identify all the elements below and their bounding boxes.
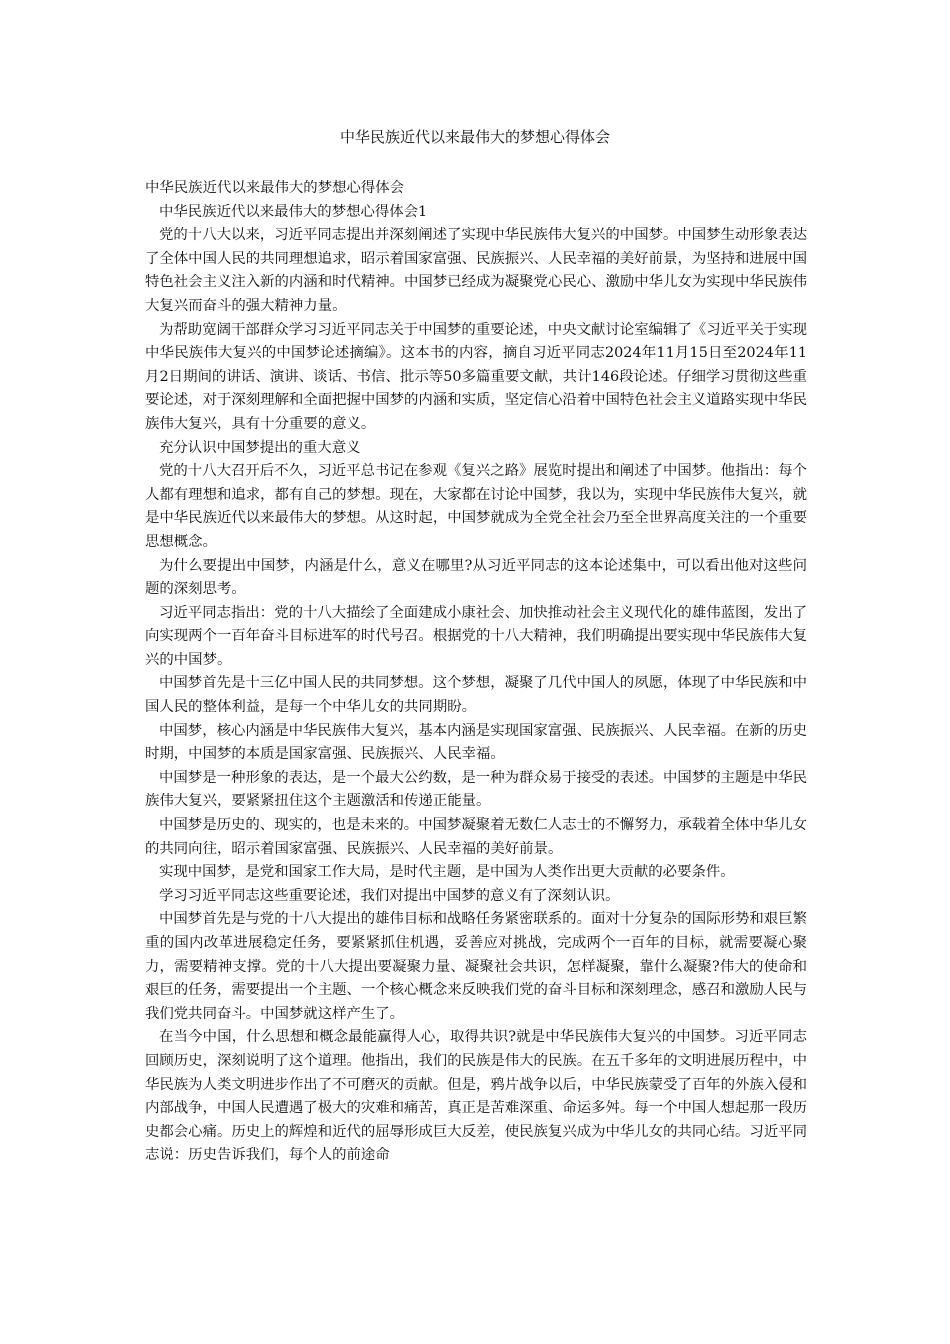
paragraph: 为帮助宽阔干部群众学习习近平同志关于中国梦的重要论述，中央文献讨论室编辑了《习近平关于实现中华民族伟大复兴的中国梦论述摘编》。这本书的内容，摘自习近平同志2024年11月15日至2024年11月2日期间的讲话、演讲、谈话、书信、批示等50多篇重要文献，共计146段论述。仔细学习贯彻这些重要论述，对于深刻理解和全面把握中国梦的内涵和实质，坚定信心沿着中国特色社会主义道路实现中华民族伟大复兴，具有十分重要的意义。 [145,321,807,432]
paragraph: 中国梦，核心内涵是中华民族伟大复兴，基本内涵是实现国家富强、民族振兴、人民幸福。在新的历史时期，中国梦的本质是国家富强、民族振兴、人民幸福。 [145,722,807,763]
section-heading: 充分认识中国梦提出的重大意义 [159,439,361,456]
paragraph-heading: 中华民族近代以来最伟大的梦想心得体会 [145,180,405,196]
document-title: 中华民族近代以来最伟大的梦想心得体会 [339,128,610,146]
paragraph: 中国梦是一种形象的表达，是一个最大公约数，是一种为群众易于接受的表述。中国梦的主题是中华民族伟大复兴，要紧紧扭住这个主题激活和传递正能量。 [145,769,807,810]
paragraph: 习近平同志指出：党的十八大描绘了全面建成小康社会、加快推动社会主义现代化的雄伟蓝图，发出了向实现两个一百年奋斗目标进军的时代号召。根据党的十八大精神，我们明确提出要实现中华民族伟大复兴的中国梦。 [145,604,807,668]
paragraph: 学习习近平同志这些重要论述，我们对提出中国梦的意义有了深刻认识。 [159,887,620,904]
paragraph: 党的十八大以来，习近平同志提出并深刻阐述了实现中华民族伟大复兴的中国梦。中国梦生动形象表达了全体中国人民的共同理想追求，昭示着国家富强、民族振兴、人民幸福的美好前景，为坚持和进展中国特色社会主义注入新的内涵和时代精神。中国梦已经成为凝聚党心民心、激励中华儿女为实现中华民族伟大复兴而奋斗的强大精神力量。 [145,227,807,314]
paragraph: 党的十八大召开后不久，习近平总书记在参观《复兴之路》展览时提出和阐述了中国梦。他指出：每个人都有理想和追求，都有自己的梦想。现在，大家都在讨论中国梦，我以为，实现中华民族伟大复兴，就是中华民族近代以来最伟大的梦想。从这时起，中国梦就成为全党全社会乃至全世界高度关注的一个重要思想概念。 [145,463,807,550]
paragraph: 为什么要提出中国梦，内涵是什么，意义在哪里?从习近平同志的这本论述集中，可以看出他对这些问题的深刻思考。 [145,557,807,598]
paragraph: 中国梦首先是与党的十八大提出的雄伟目标和战略任务紧密联系的。面对十分复杂的国际形势和艰巨繁重的国内改革进展稳定任务，要紧紧抓住机遇，妥善应对挑战，完成两个一百年的目标，就需要凝心聚力，需要精神支撑。党的十八大提出要凝聚力量、凝聚社会共识，怎样凝聚，靠什么凝聚?伟大的使命和艰巨的任务，需要提出一个主题、一个核心概念来反映我们党的奋斗目标和深刻理念，感召和激励人民与我们党共同奋斗。中国梦就这样产生了。 [145,911,807,1022]
paragraph: 中国梦是历史的、现实的，也是未来的。中国梦凝聚着无数仁人志士的不懈努力，承载着全体中华儿女的共同向往，昭示着国家富强、民族振兴、人民幸福的美好前景。 [145,817,807,857]
paragraph-subheading: 中华民族近代以来最伟大的梦想心得体会1 [159,203,428,220]
paragraph: 实现中国梦，是党和国家工作大局，是时代主题，是中国为人类作出更大贡献的必要条件。 [159,864,735,881]
paragraph: 中国梦首先是十三亿中国人民的共同梦想。这个梦想，凝聚了几代中国人的夙愿，体现了中华民族和中国人民的整体利益，是每一个中华儿女的共同期盼。 [145,675,807,716]
document-body [145,177,807,1168]
paragraph: 在当今中国，什么思想和概念最能赢得人心，取得共识?就是中华民族伟大复兴的中国梦。习近平同志回顾历史，深刻说明了这个道理。他指出，我们的民族是伟大的民族。在五千多年的文明进展历程中，中华民族为人类文明进步作出了不可磨灭的贡献。但是，鸦片战争以后，中华民族蒙受了百年的外族入侵和内部战争，中国人民遭遇了极大的灾难和痛苦，真正是苦难深重、命运多舛。每一个中国人想起那一段历史都会心痛。历史上的辉煌和近代的屈辱形成巨大反差，使民族复兴成为中华儿女的共同心结。习近平同志说：历史告诉我们，每个人的前途命 [145,1029,807,1164]
